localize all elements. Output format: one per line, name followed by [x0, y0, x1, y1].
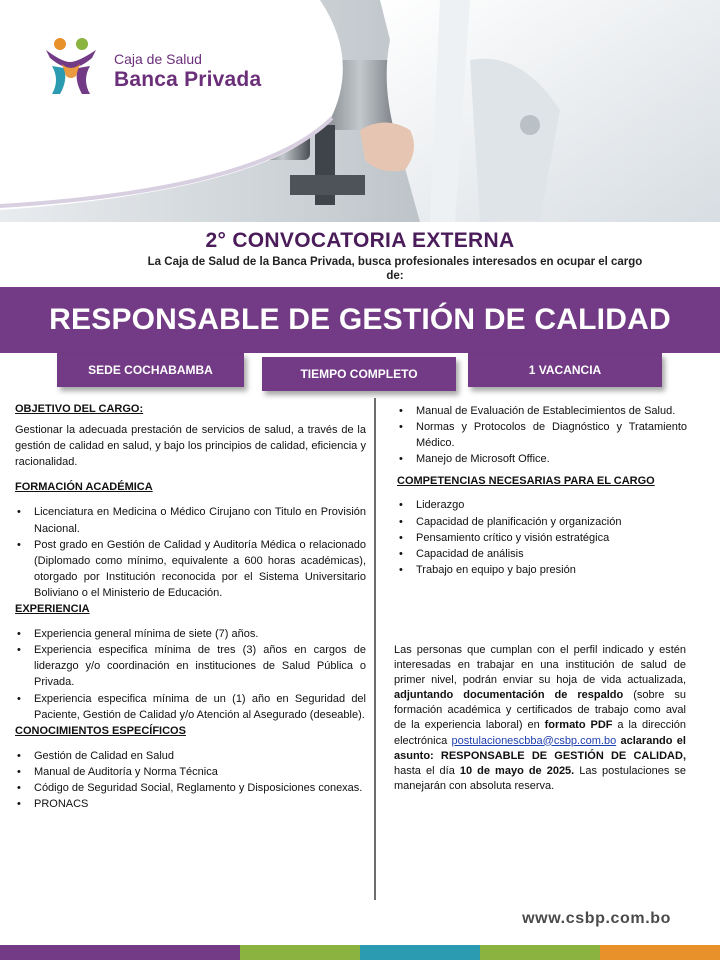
list-item: • Liderazgo [397, 497, 687, 513]
color-bar-segment [0, 945, 120, 960]
family-logo-icon [38, 36, 104, 96]
list-item: • Manual de Auditoría y Norma Técnica [15, 764, 366, 780]
experiencia-list [15, 626, 366, 723]
objetivo-text: Gestionar la adecuada prestación de servicios de salud, a través de la gestión de calidad en salud, y bajo los principios de calidad, eficiencia y racionalidad. [15, 424, 366, 469]
closing-text-3: a la dirección electrónica [394, 719, 686, 747]
competencias-list [397, 497, 687, 577]
closing-text-1: Las personas que cumplan con el perfil indicado y estén interesadas en trabajar en una institución de salud de primer nivel, podrán enviar su hoja de vida actualizada, [394, 644, 686, 687]
footer-color-bar [0, 945, 720, 960]
closing-text-2: (sobre su formación académica y certificados de trabajo como aval de la experiencia laboral) en [394, 689, 686, 732]
list-item: • Normas y Protocolos de Diagnóstico y Tratamiento Médico. [397, 419, 687, 451]
header-banner [0, 0, 720, 222]
conocimientos-list [15, 748, 366, 812]
list-item: • Trabajo en equipo y bajo presión [397, 562, 687, 578]
conocimientos-heading: CONOCIMIENTOS ESPECÍFICOS [15, 724, 186, 737]
list-item: • Manual de Evaluación de Establecimientos de Salud. [397, 403, 687, 419]
logo-text-small: Caja de Salud [114, 51, 202, 67]
email-link[interactable]: postulacionescbba@csbp.com.bo [451, 734, 617, 747]
color-bar-segment [240, 945, 360, 960]
intro-text: La Caja de Salud de la Banca Privada, busca profesionales interesados en ocupar el cargo de: [147, 256, 643, 282]
list-item: • Manejo de Microsoft Office. [397, 451, 687, 467]
tag-vacancia: 1 VACANCIA [468, 353, 662, 387]
website-link[interactable]: www.csbp.com.bo [522, 910, 671, 927]
left-column [15, 401, 366, 812]
position-title: RESPONSABLE DE GESTIÓN DE CALIDAD [49, 303, 671, 336]
formacion-heading: FORMACIÓN ACADÉMICA [15, 481, 153, 494]
tag-sede: SEDE COCHABAMBA [57, 353, 244, 387]
closing-bold-4: 10 de mayo de 2025. [459, 764, 575, 777]
competencias-heading: COMPETENCIAS NECESARIAS PARA EL CARGO [397, 475, 655, 488]
list-item: • Código de Seguridad Social, Reglamento y Disposiciones conexas. [15, 780, 366, 796]
position-banner [0, 287, 720, 353]
objetivo-heading: OBJETIVO DEL CARGO: [15, 403, 144, 415]
conocimientos-cont-list [397, 403, 687, 467]
list-item: • Experiencia especifica mínima de tres (3) años en cargos de liderazgo y/o coordinación en instituciones de Salud Pública o Privada. [15, 642, 366, 690]
closing-bold-3: aclarando el asunto: RESPONSABLE DE GESTIÓN DE CALIDAD, [394, 734, 686, 762]
list-item: • Capacidad de análisis [397, 546, 687, 562]
list-item: • Pensamiento crítico y visión estratégica [397, 530, 687, 546]
application-instructions [394, 643, 686, 794]
brand-logo [38, 36, 278, 96]
color-bar-segment [600, 945, 720, 960]
list-item: • Experiencia especifica mínima de un (1) año en Seguridad del Paciente, Gestión de Calidad y/o Atención al Asegurado (deseable). [15, 691, 366, 723]
convocatoria-title: 2° CONVOCATORIA EXTERNA [205, 229, 515, 252]
list-item: • Licenciatura en Medicina o Médico Cirujano con Titulo en Provisión Nacional. [15, 504, 366, 536]
list-item: • Gestión de Calidad en Salud [15, 748, 366, 764]
color-bar-segment [360, 945, 480, 960]
logo-text-big: Banca Privada [114, 68, 262, 91]
list-item: • Experiencia general mínima de siete (7) años. [15, 626, 366, 642]
color-bar-segment [480, 945, 600, 960]
closing-text-4: hasta el día [394, 764, 460, 777]
closing-bold-1: adjuntando documentación de respaldo [394, 689, 624, 702]
color-bar-segment [120, 945, 240, 960]
right-column [397, 403, 687, 578]
lab-photo [0, 0, 720, 222]
closing-text-5: Las postulaciones se manejarán con absoluta reserva. [394, 764, 686, 792]
formacion-list [15, 504, 366, 601]
list-item: • PRONACS [15, 796, 366, 812]
list-item: • Capacidad de planificación y organización [397, 514, 687, 530]
closing-bold-2: formato PDF [544, 719, 613, 732]
list-item: • Post grado en Gestión de Calidad y Auditoría Médica o relacionado (Diplomado como mínimo, equivalente a 600 horas académicas), otorgado por Institución reconocida por el Sistema Universitario Boliviano o el Ministerio de Educación. [15, 537, 366, 601]
column-divider [374, 398, 376, 900]
tag-tiempo: TIEMPO COMPLETO [262, 357, 456, 391]
experiencia-heading: EXPERIENCIA [15, 603, 90, 616]
